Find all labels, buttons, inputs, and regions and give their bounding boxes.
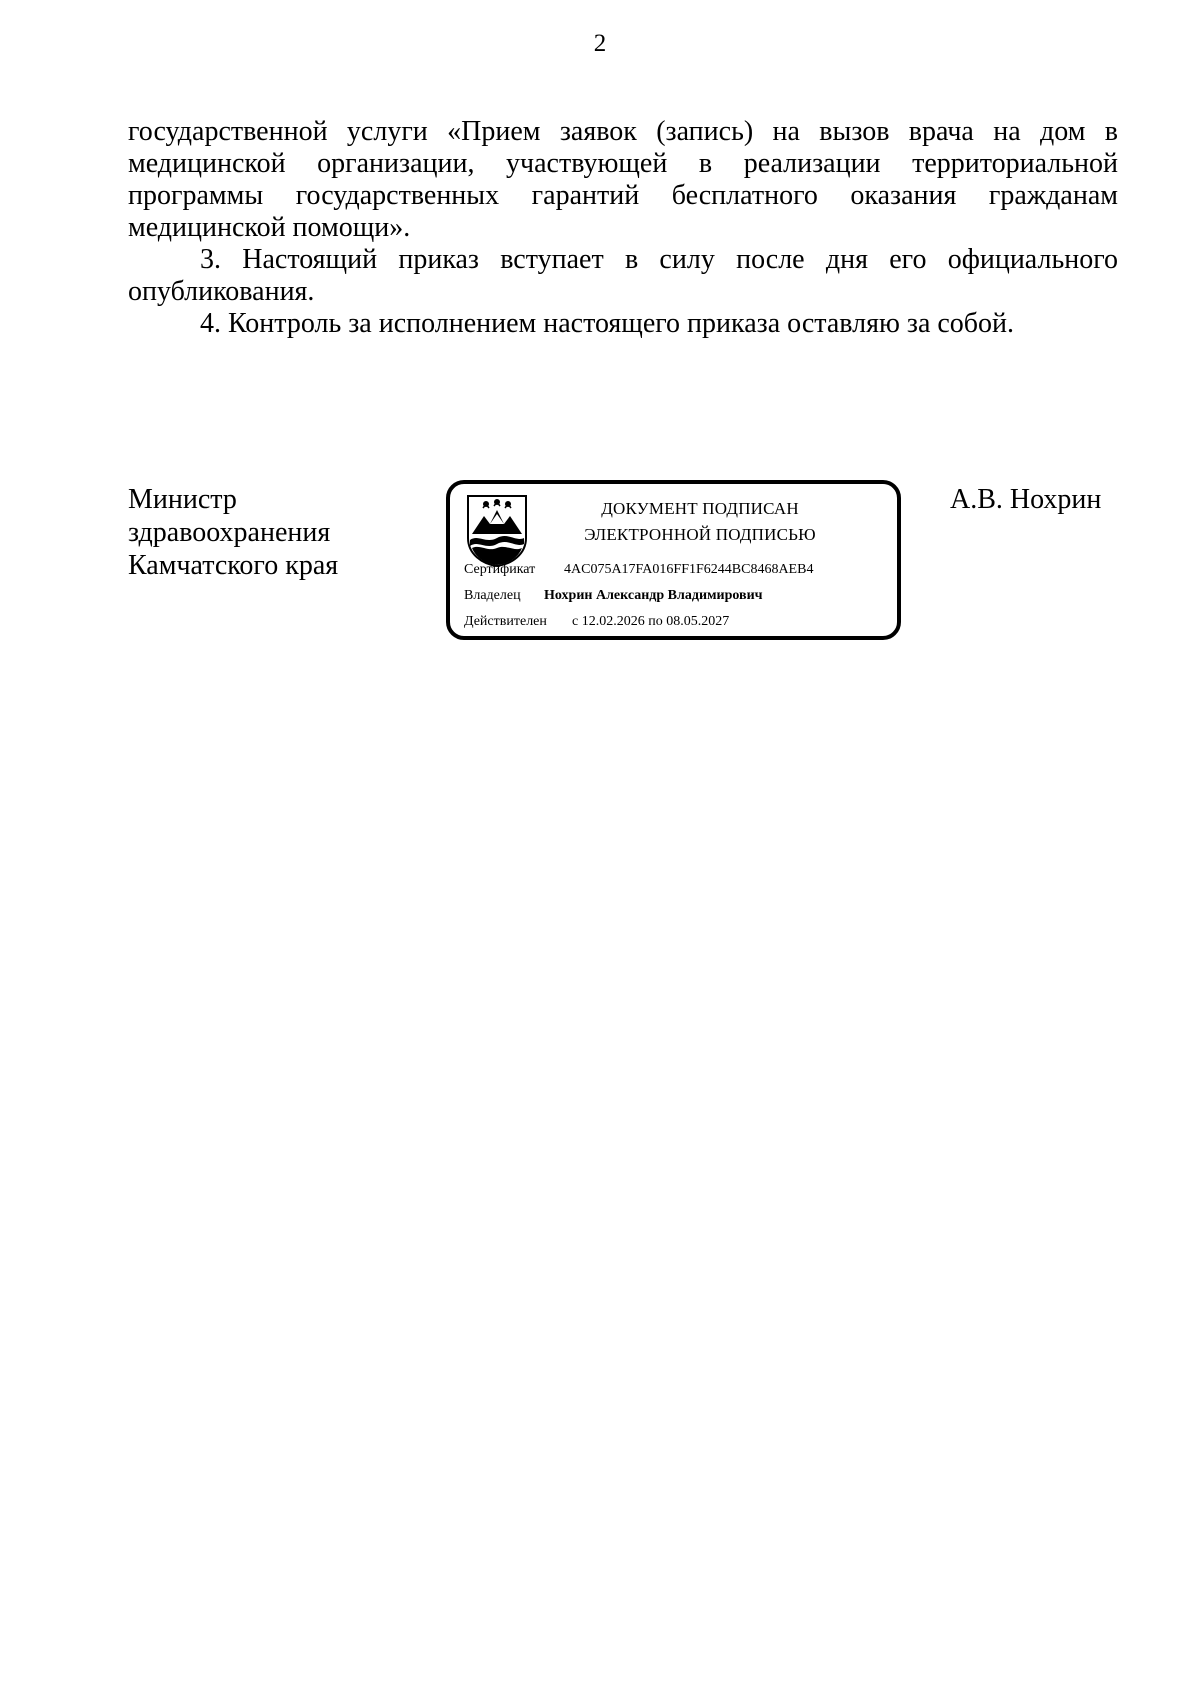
page-number: 2: [593, 30, 607, 57]
signatory-name: А.В. Нохрин: [950, 484, 1102, 515]
stamp-title: [550, 496, 850, 548]
owner-value: Нохрин Александр Владимирович: [544, 588, 763, 603]
signatory-position-line: Министр: [128, 484, 237, 515]
kamchatka-coat-of-arms-icon: [466, 494, 528, 568]
stamp-owner-row: [464, 588, 763, 604]
certificate-label: Сертификат: [464, 562, 536, 577]
validity-value: с 12.02.2026 по 08.05.2027: [572, 614, 730, 629]
stamp-certificate-row: [464, 562, 813, 578]
paragraph-continuation: государственной услуги «Прием заявок (запись) на вызов врача на дом в медицинской организации, участвующей в реализации территориальной программы государственных гарантий бесплатного оказания гражданам медицинской помощи».: [128, 116, 1118, 243]
signatory-position: [128, 483, 338, 582]
stamp-title-line: ДОКУМЕНТ ПОДПИСАН: [601, 499, 799, 518]
stamp-validity-row: [464, 614, 729, 630]
electronic-signature-stamp: [446, 480, 901, 640]
owner-label: Владелец: [464, 588, 521, 603]
certificate-value: 4AC075A17FA016FF1F6244BC8468AEB4: [564, 562, 814, 577]
validity-label: Действителен: [464, 614, 547, 629]
signatory-position-line: здравоохранения: [128, 517, 331, 548]
paragraph-3: 3. Настоящий приказ вступает в силу после дня его официального опубликования.: [128, 244, 1118, 307]
stamp-title-line: ЭЛЕКТРОННОЙ ПОДПИСЬЮ: [584, 525, 816, 544]
paragraph-4: 4. Контроль за исполнением настоящего приказа оставляю за собой.: [200, 308, 1015, 339]
signatory-position-line: Камчатского края: [128, 550, 339, 581]
document-body: [128, 116, 1118, 340]
